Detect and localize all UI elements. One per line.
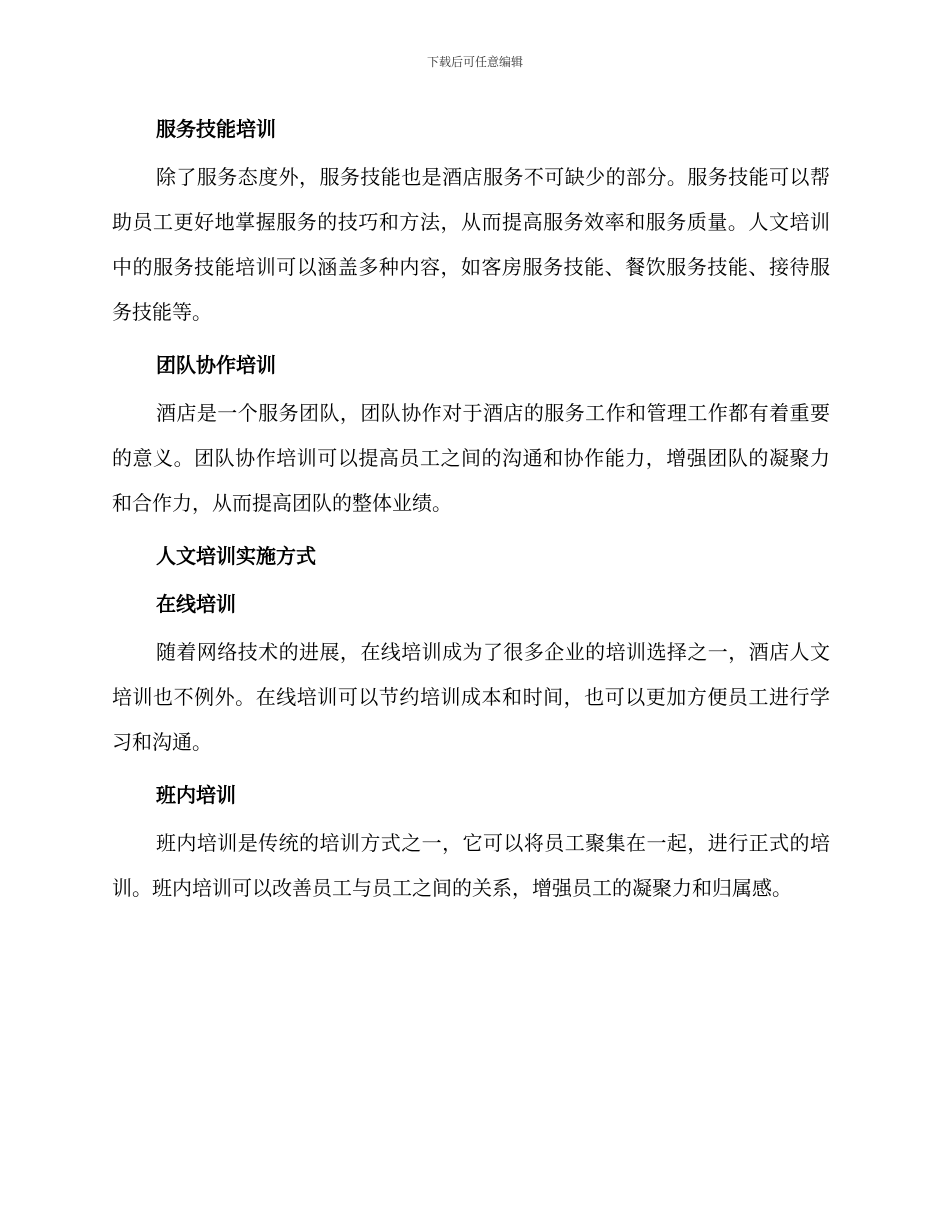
section-heading-online-training: 在线培训 [156, 592, 236, 616]
section-heading-service-skills: 服务技能培训 [156, 117, 276, 141]
section-heading-implementation: 人文培训实施方式 [156, 544, 316, 568]
paragraph-teamwork: 酒店是一个服务团队，团队协作对于酒店的服务工作和管理工作都有着重要的意义。团队协作培训可以提高员工之间的沟通和协作能力，增强团队的凝聚力和合作力，从而提高团队的整体业绩。 [112, 401, 830, 515]
document-body [112, 111, 830, 911]
paragraph-online-training: 随着网络技术的进展，在线培训成为了很多企业的培训选择之一，酒店人文培训也不例外。在线培训可以节约培训成本和时间，也可以更加方便员工进行学习和沟通。 [112, 640, 830, 754]
paragraph-class-training: 班内培训是传统的培训方式之一，它可以将员工聚集在一起，进行正式的培训。班内培训可以改善员工与员工之间的关系，增强员工的凝聚力和归属感。 [112, 831, 830, 900]
section-heading-teamwork: 团队协作培训 [156, 353, 276, 377]
page-header: 下载后可任意编辑 [426, 55, 523, 69]
section-heading-class-training: 班内培训 [156, 783, 236, 807]
paragraph-service-skills: 除了服务态度外，服务技能也是酒店服务不可缺少的部分。服务技能可以帮助员工更好地掌握服务的技巧和方法，从而提高服务效率和服务质量。人文培训中的服务技能培训可以涵盖多种内容，如客房服务技能、餐饮服务技能、接待服务技能等。 [112, 165, 830, 324]
